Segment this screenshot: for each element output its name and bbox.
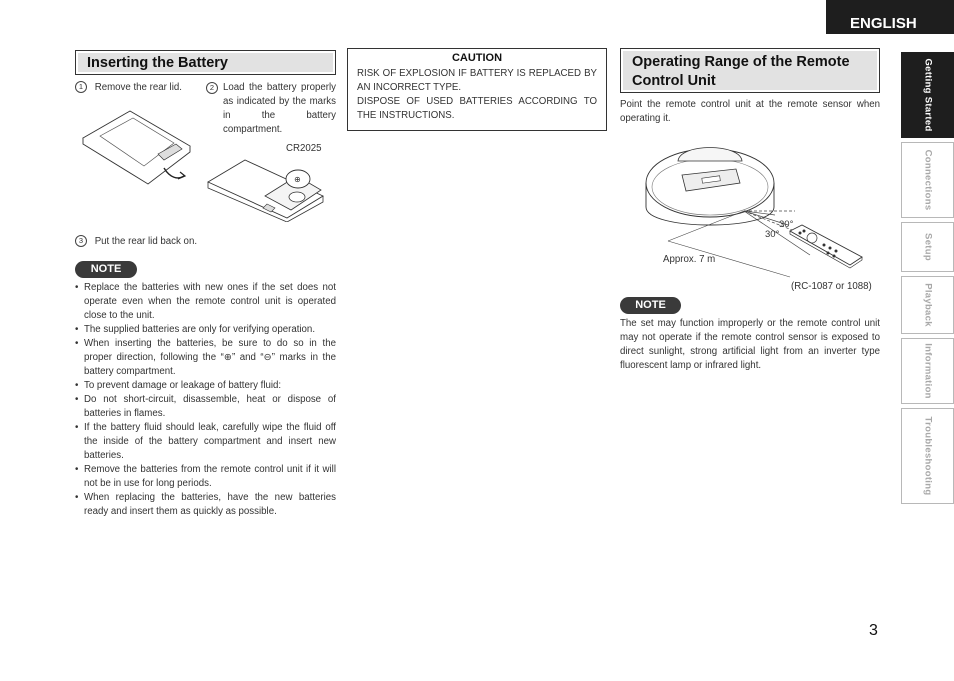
caution-box — [347, 48, 607, 131]
battery-type-label: CR2025 — [286, 143, 322, 154]
step-text: Load the battery properly as indicated by the marks in the battery compartment. — [223, 82, 336, 135]
list-item: • When inserting the batteries, be sure to do so in the proper direction, following the “⊕” and “⊖” marks in the battery compartment. — [75, 337, 336, 379]
page-number: 3 — [869, 622, 878, 639]
battery-note-badge: NOTE — [75, 261, 137, 278]
tab-connections[interactable] — [901, 142, 954, 218]
tab-label: Playback — [922, 283, 933, 327]
step-2 — [206, 81, 336, 137]
range-section-title: Operating Range of the Remote Control Unit — [632, 54, 850, 89]
list-item: • The supplied batteries are only for verifying operation. — [75, 323, 336, 337]
remote-rear-lid-illustration — [78, 106, 198, 188]
caution-title: CAUTION — [451, 52, 503, 64]
tab-label: Connections — [922, 149, 933, 211]
battery-compartment-illustration — [205, 152, 335, 222]
caution-line-1: RISK OF EXPLOSION IF BATTERY IS REPLACED BY AN INCORRECT TYPE. — [357, 68, 597, 93]
step-number: 1 — [75, 81, 87, 93]
caution-line-2: DISPOSE OF USED BATTERIES ACCORDING TO THE INSTRUCTIONS. — [357, 96, 597, 121]
angle-label-top: 30° — [779, 219, 794, 230]
angle-label-bottom: 30° — [765, 229, 780, 240]
step-3 — [75, 235, 197, 249]
svg-text:⊕: ⊕ — [294, 175, 301, 184]
list-item: • If the battery fluid should leak, carefully wipe the fluid off the inside of the battery compartment and insert new batteries. — [75, 421, 336, 463]
battery-section-header — [75, 50, 336, 75]
tab-label: Getting Started — [922, 58, 933, 132]
step-1 — [75, 81, 182, 95]
step-number: 3 — [75, 235, 87, 247]
battery-section-title: Inserting the Battery — [87, 55, 228, 71]
tab-information[interactable] — [901, 338, 954, 404]
list-item: • Do not short-circuit, disassemble, heat or dispose of batteries in flames. — [75, 393, 336, 421]
tab-troubleshooting[interactable] — [901, 408, 954, 504]
language-label: ENGLISH — [826, 0, 954, 34]
battery-notes-list — [75, 281, 336, 519]
step-text: Put the rear lid back on. — [94, 236, 198, 247]
range-intro: Point the remote control unit at the remote sensor when operating it. — [620, 99, 880, 124]
list-item: • Remove the batteries from the remote control unit if it will not be in use for long periods. — [75, 463, 336, 491]
step-number: 2 — [206, 82, 218, 94]
tab-getting-started[interactable] — [901, 52, 954, 138]
remote-model-label: (RC-1087 or 1088) — [791, 281, 872, 292]
range-note-badge: NOTE — [620, 297, 681, 314]
list-item: • When replacing the batteries, have the new batteries ready and insert them as quickly as possible. — [75, 491, 336, 519]
tab-label: Information — [922, 343, 933, 399]
list-item: • To prevent damage or leakage of battery fluid: — [75, 379, 336, 393]
range-note-text: The set may function improperly or the remote control unit may not operate if the remote control sensor is exposed to direct sunlight, strong artificial light from an inverter type fluorescent lamp or infrared light. — [620, 318, 880, 371]
tab-setup[interactable] — [901, 222, 954, 272]
tab-label: Setup — [922, 233, 933, 261]
tab-label: Troubleshooting — [922, 416, 933, 496]
list-item: • Replace the batteries with new ones if the set does not operate even when the remote control unit is operated close to the unit. — [75, 281, 336, 323]
tab-playback[interactable] — [901, 276, 954, 334]
step-text: Remove the rear lid. — [94, 82, 182, 93]
range-section-header — [620, 48, 880, 93]
distance-label: Approx. 7 m — [663, 254, 716, 265]
